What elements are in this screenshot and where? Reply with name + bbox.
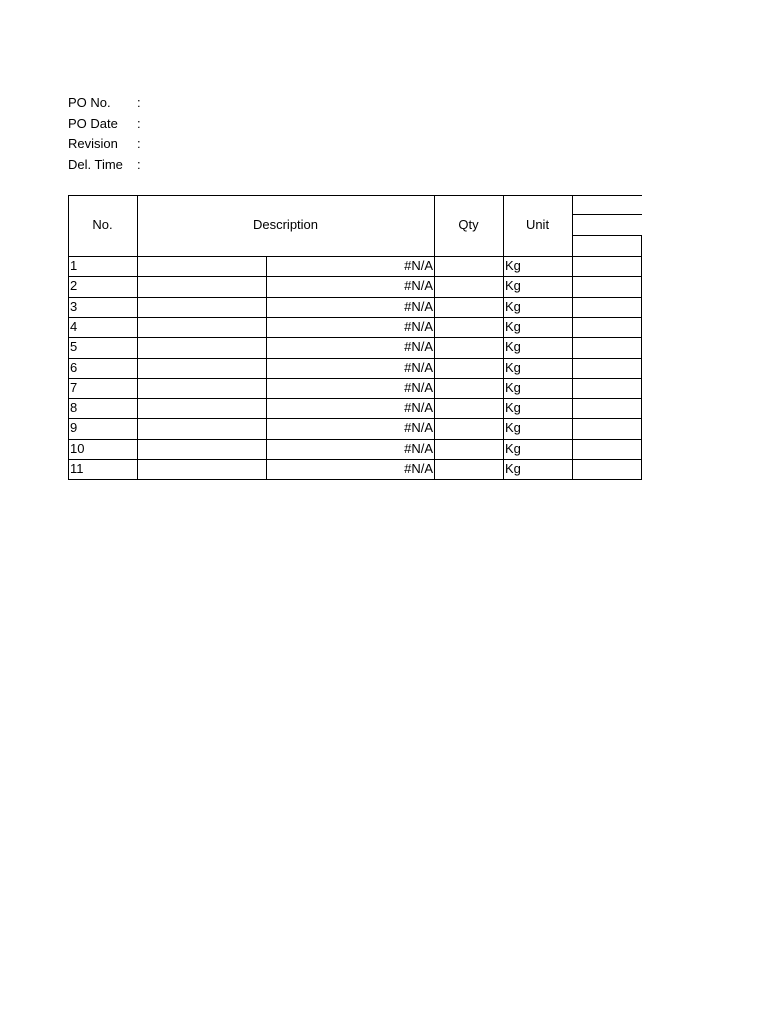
unit-cell: Kg bbox=[505, 299, 521, 314]
row-number-cell: 5 bbox=[70, 339, 78, 354]
column-header-description: Description bbox=[252, 217, 319, 232]
po-date-colon: : bbox=[137, 115, 141, 131]
revision-label: Revision bbox=[68, 136, 118, 151]
unit-cell: Kg bbox=[505, 360, 521, 375]
po-date-label: PO Date bbox=[68, 115, 118, 131]
unit-cell: Kg bbox=[505, 319, 521, 334]
unit-cell: Kg bbox=[505, 441, 521, 456]
delivery-time-label: Del. Time bbox=[68, 156, 123, 172]
description-lookup-cell: #N/A bbox=[404, 278, 433, 293]
row-number-cell: 8 bbox=[70, 400, 78, 415]
unit-cell: Kg bbox=[505, 380, 521, 395]
row-number-cell: 2 bbox=[70, 278, 78, 293]
description-lookup-cell: #N/A bbox=[404, 380, 433, 395]
header-subline-2 bbox=[572, 235, 642, 236]
row-border bbox=[68, 479, 642, 480]
column-header-qty: Qty bbox=[458, 217, 479, 232]
row-number-cell: 6 bbox=[70, 360, 78, 375]
unit-cell: Kg bbox=[505, 400, 521, 415]
row-number-cell: 3 bbox=[70, 299, 78, 314]
description-lookup-cell: #N/A bbox=[404, 299, 433, 314]
description-lookup-cell: #N/A bbox=[404, 339, 433, 354]
unit-cell: Kg bbox=[505, 339, 521, 354]
header-subline-1 bbox=[572, 214, 642, 215]
description-lookup-cell: #N/A bbox=[404, 420, 433, 435]
delivery-time-colon: : bbox=[137, 156, 141, 172]
po-number-label: PO No. bbox=[68, 95, 111, 110]
row-number-cell: 7 bbox=[70, 380, 78, 395]
unit-cell: Kg bbox=[505, 278, 521, 293]
column-header-unit: Unit bbox=[525, 217, 550, 232]
table-border-top bbox=[68, 195, 642, 196]
row-number-cell: 1 bbox=[70, 258, 78, 273]
row-number-cell: 4 bbox=[70, 319, 78, 334]
unit-cell: Kg bbox=[505, 258, 521, 273]
description-lookup-cell: #N/A bbox=[404, 400, 433, 415]
unit-cell: Kg bbox=[505, 461, 521, 476]
description-lookup-cell: #N/A bbox=[404, 441, 433, 456]
row-number-cell: 9 bbox=[70, 420, 78, 435]
po-number-colon: : bbox=[137, 95, 141, 110]
description-lookup-cell: #N/A bbox=[404, 258, 433, 273]
unit-cell: Kg bbox=[505, 420, 521, 435]
description-lookup-cell: #N/A bbox=[404, 360, 433, 375]
row-number-cell: 10 bbox=[70, 441, 85, 456]
row-number-cell: 11 bbox=[70, 461, 84, 476]
column-header-no: No. bbox=[92, 217, 113, 232]
description-lookup-cell: #N/A bbox=[404, 319, 433, 334]
description-lookup-cell: #N/A bbox=[404, 461, 433, 476]
revision-colon: : bbox=[137, 136, 141, 151]
